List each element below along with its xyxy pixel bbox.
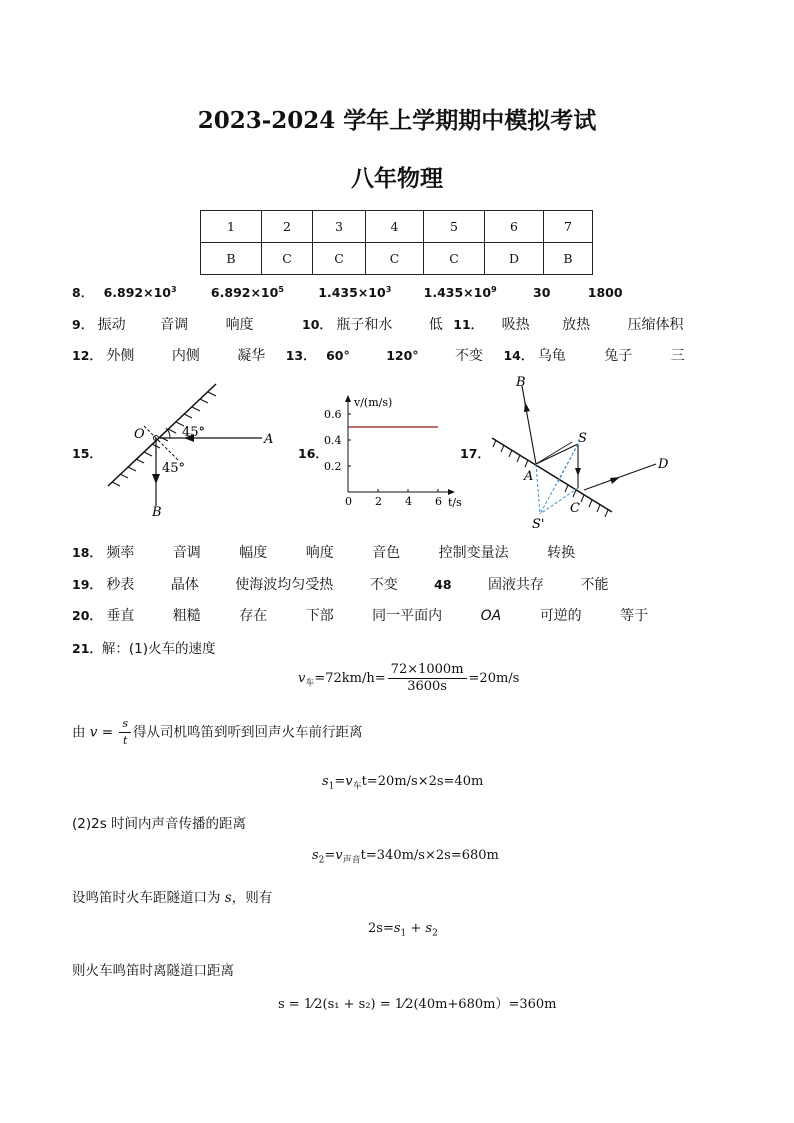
table-cell: C	[262, 243, 313, 275]
normal-line	[536, 442, 572, 464]
answer: 不能	[580, 577, 609, 593]
angle-label-1: 45°	[182, 425, 206, 440]
answer: 使海波均匀受热	[235, 577, 334, 593]
answer: OA	[480, 608, 502, 624]
q20-line	[72, 605, 648, 625]
table-cell: 6	[485, 211, 544, 243]
table-cell: B	[544, 243, 593, 275]
answer: 响度	[305, 545, 334, 561]
formula-final: s = 1⁄2(s₁ + s₂) = 1⁄2(40m+680m）=360m	[278, 997, 557, 1012]
table-cell: B	[201, 243, 262, 275]
answer: 1800	[587, 285, 623, 300]
formula-velocity-definition: 由 v = $\frac{s}{t}$ 得从司机鸣笛到听到回声火车前行距离	[72, 717, 363, 747]
y-axis-label: v/(m/s)	[354, 396, 393, 409]
solution-text: 则火车鸣笛时离隧道口距离	[72, 963, 234, 979]
answer: 不变	[454, 348, 483, 364]
q15-reflection-diagram	[98, 378, 288, 518]
answer: 压缩体积	[627, 317, 684, 333]
answer: 控制变量法	[438, 545, 509, 561]
answer: 音色	[372, 545, 401, 561]
q17-reflection-diagram	[482, 372, 682, 532]
answer: 60°	[326, 348, 350, 363]
answer: $6.892\times 10^3$	[103, 284, 177, 300]
answer: 吸热	[501, 317, 530, 333]
answer: 晶体	[170, 577, 199, 593]
answer: 外侧	[106, 348, 135, 364]
question-number: 11．	[453, 317, 484, 332]
answer: 三	[670, 348, 685, 364]
formula-s1: $s_1=v_车t=20m/s\times 2s=40m$	[322, 774, 484, 792]
q21-intro	[72, 637, 216, 657]
question-number: 18．	[72, 545, 102, 560]
label-O: O	[134, 427, 145, 442]
formula-s2: $s_2=v_{声音}t=340m/s\times 2s=680m$	[312, 848, 499, 866]
table-cell: 7	[544, 211, 593, 243]
q16-vt-chart	[322, 392, 472, 512]
y-tick-label: 0.2	[324, 460, 342, 473]
label-S: S	[578, 431, 587, 446]
answer: 内侧	[171, 348, 200, 364]
ray-arrow	[575, 468, 581, 476]
x-tick-label: 6	[435, 495, 442, 508]
question-number: 17．	[460, 446, 490, 461]
ray-arrow	[152, 474, 160, 484]
solution-text: 设鸣笛时火车距隧道口为 s，则有	[72, 890, 273, 906]
answer: 120°	[386, 348, 419, 363]
table-cell: 3	[313, 211, 366, 243]
formula-2s: $2s=s_1 + s_2$	[368, 921, 438, 939]
question-number: 12．	[72, 348, 102, 363]
answer: 频率	[106, 545, 135, 561]
answer: 可逆的	[539, 608, 582, 624]
y-tick-label: 0.4	[324, 434, 342, 447]
ray-AB	[522, 386, 536, 464]
label-A: A	[524, 469, 534, 484]
subject-title: 八年物理	[351, 165, 443, 192]
question-number: 10．	[302, 317, 332, 332]
answer: 音调	[160, 317, 189, 333]
question-number: 8．	[72, 285, 94, 300]
label-D: D	[658, 457, 669, 472]
label-A: A	[264, 432, 274, 447]
q19-line	[72, 574, 608, 594]
answer: 凝华	[237, 348, 266, 364]
angle-label-2: 45°	[162, 461, 186, 476]
q12-line	[72, 345, 685, 365]
answer: 振动	[97, 317, 126, 333]
label-B: B	[152, 505, 162, 518]
q9-line	[72, 314, 684, 334]
page-title: 2023-2024 学年上学期期中模拟考试	[197, 107, 597, 134]
ray-arrow	[524, 402, 530, 412]
answer: 幅度	[239, 545, 268, 561]
table-cell: 1	[201, 211, 262, 243]
table-cell: 5	[424, 211, 485, 243]
x-tick-label: 2	[375, 495, 382, 508]
answer: 放热	[562, 317, 591, 333]
ray-SA	[536, 444, 578, 464]
answer: 固液共存	[488, 577, 545, 593]
x-tick-label: 0	[345, 495, 352, 508]
question-number: 16．	[298, 446, 328, 461]
x-tick-label: 4	[405, 495, 412, 508]
q8-line	[72, 283, 623, 301]
answer: 30	[533, 285, 551, 300]
y-tick-label: 0.6	[324, 408, 342, 421]
table-row	[201, 243, 593, 275]
question-number: 15．	[72, 446, 102, 461]
y-axis-arrow	[345, 395, 351, 402]
question-number: 13．	[285, 348, 316, 363]
table-row	[201, 211, 593, 243]
answer-table	[200, 210, 593, 275]
answer: 同一平面内	[372, 608, 443, 624]
q18-line	[72, 542, 575, 562]
answer: 瓶子和水	[336, 317, 393, 333]
question-number: 19．	[72, 577, 102, 592]
table-cell: 4	[366, 211, 424, 243]
table-cell: D	[485, 243, 544, 275]
answer: 转换	[547, 545, 576, 561]
formula-train-speed: $v_车=72km/h=$ $\frac{72\times 1000m}{3600s}$ =20m/s	[298, 662, 520, 694]
answer: 下部	[305, 608, 334, 624]
answer: 低	[428, 317, 443, 333]
answer: $1.435\times 10^9$	[423, 284, 497, 300]
answer: $1.435\times 10^3$	[318, 284, 392, 300]
answer: 等于	[620, 608, 649, 624]
answer: 兔子	[604, 348, 633, 364]
answer: 存在	[239, 608, 268, 624]
answer: 不变	[369, 577, 398, 593]
x-axis-label: t/s	[448, 496, 462, 509]
answer: $6.892\times 10^5$	[210, 284, 284, 300]
answer: 响度	[225, 317, 254, 333]
question-number: 9．	[72, 317, 94, 332]
question-number: 21．	[72, 641, 102, 656]
table-cell: 2	[262, 211, 313, 243]
ray-arrow	[610, 477, 620, 484]
label-B: B	[516, 375, 526, 390]
answer: 垂直	[106, 608, 135, 624]
solution-text: (2)2s 时间内声音传播的距离	[72, 816, 247, 832]
label-S-prime: S'	[532, 517, 545, 532]
solution-text: 解：(1)火车的速度	[101, 641, 216, 657]
question-number: 14．	[503, 348, 534, 363]
table-cell: C	[424, 243, 485, 275]
answer: 48	[434, 577, 452, 592]
question-number: 20．	[72, 608, 102, 623]
answer: 乌龟	[537, 348, 566, 364]
answer: 秒表	[106, 577, 135, 593]
answer: 音调	[172, 545, 201, 561]
table-cell: C	[366, 243, 424, 275]
answer: 粗糙	[172, 608, 201, 624]
label-C: C	[570, 501, 580, 516]
mirror	[492, 438, 612, 517]
x-axis-arrow	[448, 489, 455, 495]
table-cell: C	[313, 243, 366, 275]
